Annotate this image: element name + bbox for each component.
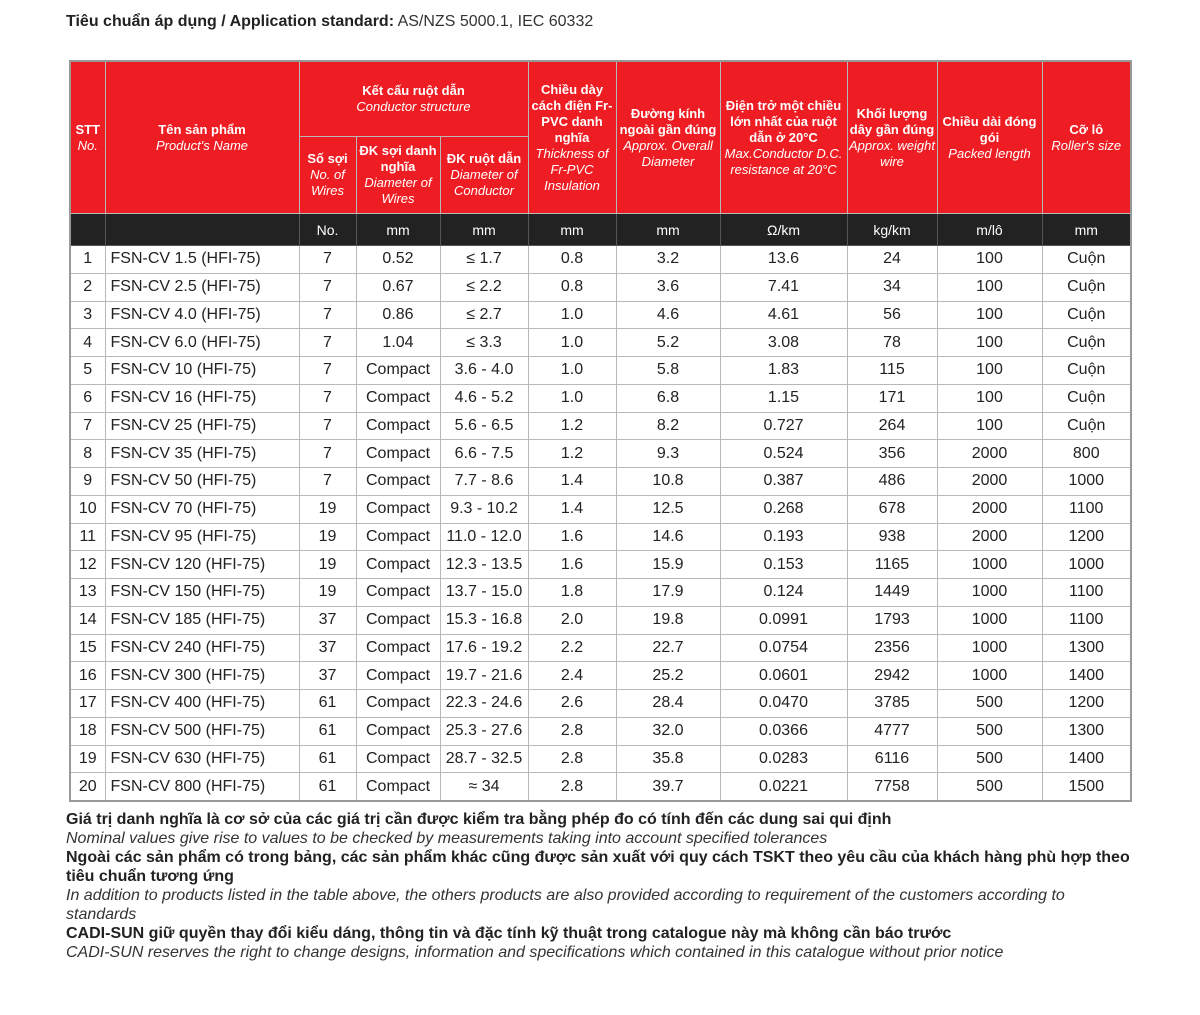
table-row	[70, 246, 1131, 274]
table-cell: Compact	[356, 773, 440, 801]
table-cell: 0.0283	[720, 745, 847, 773]
header-stt: STT No.	[70, 61, 105, 214]
unit-cell: mm	[356, 214, 440, 246]
table-cell: 171	[847, 384, 937, 412]
table-cell: 7	[299, 329, 356, 357]
table-cell: 1100	[1042, 606, 1131, 634]
table-cell: 678	[847, 495, 937, 523]
table-cell: 1.4	[528, 495, 616, 523]
table-cell: 1.0	[528, 357, 616, 385]
table-cell: Compact	[356, 662, 440, 690]
table-cell: 500	[937, 773, 1042, 801]
table-cell: 0.0221	[720, 773, 847, 801]
table-cell: 1793	[847, 606, 937, 634]
table-cell: 13.6	[720, 246, 847, 274]
note-en: In addition to products listed in the table above, the others products are also provided according to requirement of the customers according to standards	[66, 887, 1065, 923]
table-cell: 1.04	[356, 329, 440, 357]
header-product-name: Tên sản phẩm Product's Name	[105, 61, 299, 214]
table-cell: 100	[937, 273, 1042, 301]
table-cell: 0.153	[720, 551, 847, 579]
table-cell: ≤ 2.2	[440, 273, 528, 301]
table-cell: 61	[299, 717, 356, 745]
table-cell: 1000	[937, 662, 1042, 690]
table-cell: 22.7	[616, 634, 720, 662]
table-row	[70, 468, 1131, 496]
table-cell: Cuộn	[1042, 273, 1131, 301]
product-name-cell: FSN-CV 70 (HFI-75)	[105, 495, 299, 523]
table-cell: 17.6 - 19.2	[440, 634, 528, 662]
table-cell: 0.0470	[720, 690, 847, 718]
table-cell: Cuộn	[1042, 412, 1131, 440]
table-cell: 2000	[937, 440, 1042, 468]
table-cell: 19	[299, 551, 356, 579]
table-cell: 24	[847, 246, 937, 274]
table-cell: 39.7	[616, 773, 720, 801]
table-cell: 1300	[1042, 717, 1131, 745]
table-cell: Compact	[356, 745, 440, 773]
table-cell: 2.8	[528, 717, 616, 745]
table-cell: 100	[937, 301, 1042, 329]
table-cell: Compact	[356, 634, 440, 662]
table-cell: 25.2	[616, 662, 720, 690]
table-cell: 4.61	[720, 301, 847, 329]
table-row	[70, 273, 1131, 301]
table-cell: 1	[70, 246, 105, 274]
table-cell: 1.2	[528, 440, 616, 468]
table-cell: 35.8	[616, 745, 720, 773]
header-dc-resistance: Điện trở một chiều lớn nhất của ruột dẫn ở 20°C Max.Conductor D.C. resistance at 20°C	[720, 61, 847, 214]
table-cell: 37	[299, 606, 356, 634]
product-name-cell: FSN-CV 300 (HFI-75)	[105, 662, 299, 690]
table-cell: 17	[70, 690, 105, 718]
table-cell: 12	[70, 551, 105, 579]
table-cell: 0.86	[356, 301, 440, 329]
product-name-cell: FSN-CV 95 (HFI-75)	[105, 523, 299, 551]
table-cell: 1.2	[528, 412, 616, 440]
table-cell: 11	[70, 523, 105, 551]
table-cell: 12.3 - 13.5	[440, 551, 528, 579]
table-cell: Compact	[356, 523, 440, 551]
table-cell: 3785	[847, 690, 937, 718]
unit-cell: mm	[1042, 214, 1131, 246]
table-cell: 1300	[1042, 634, 1131, 662]
table-row	[70, 384, 1131, 412]
table-cell: 2.8	[528, 745, 616, 773]
product-name-cell: FSN-CV 120 (HFI-75)	[105, 551, 299, 579]
table-cell: 9	[70, 468, 105, 496]
footnotes	[66, 810, 1136, 962]
table-cell: 1500	[1042, 773, 1131, 801]
table-cell: 2.6	[528, 690, 616, 718]
table-cell: 0.0991	[720, 606, 847, 634]
table-cell: Compact	[356, 717, 440, 745]
table-cell: 1000	[937, 579, 1042, 607]
table-cell: 9.3	[616, 440, 720, 468]
table-cell: 0.0366	[720, 717, 847, 745]
table-cell: 7	[299, 357, 356, 385]
table-cell: 15.3 - 16.8	[440, 606, 528, 634]
table-cell: 6.8	[616, 384, 720, 412]
table-cell: 3.2	[616, 246, 720, 274]
table-cell: 2.0	[528, 606, 616, 634]
table-row	[70, 690, 1131, 718]
table-cell: Compact	[356, 357, 440, 385]
table-cell: 0.268	[720, 495, 847, 523]
table-cell: Compact	[356, 495, 440, 523]
table-cell: ≤ 3.3	[440, 329, 528, 357]
product-name-cell: FSN-CV 25 (HFI-75)	[105, 412, 299, 440]
table-cell: 0.0601	[720, 662, 847, 690]
product-name-cell: FSN-CV 1.5 (HFI-75)	[105, 246, 299, 274]
table-cell: 2	[70, 273, 105, 301]
table-cell: 0.727	[720, 412, 847, 440]
table-cell: 20	[70, 773, 105, 801]
table-cell: Compact	[356, 384, 440, 412]
table-cell: 1000	[937, 634, 1042, 662]
table-cell: 1100	[1042, 495, 1131, 523]
note-vi: Giá trị danh nghĩa là cơ sở của các giá trị cần được kiểm tra bằng phép đo có tính đến các dung sai qui định	[66, 811, 892, 828]
table-cell: 13.7 - 15.0	[440, 579, 528, 607]
product-name-cell: FSN-CV 630 (HFI-75)	[105, 745, 299, 773]
table-row	[70, 745, 1131, 773]
table-cell: Compact	[356, 606, 440, 634]
table-cell: 100	[937, 384, 1042, 412]
table-row	[70, 357, 1131, 385]
table-cell: 100	[937, 357, 1042, 385]
table-row	[70, 440, 1131, 468]
unit-cell: mm	[616, 214, 720, 246]
table-cell: 1.6	[528, 523, 616, 551]
table-cell: Cuộn	[1042, 246, 1131, 274]
table-cell: 7.7 - 8.6	[440, 468, 528, 496]
product-name-cell: FSN-CV 185 (HFI-75)	[105, 606, 299, 634]
table-cell: 0.67	[356, 273, 440, 301]
table-cell: 5.6 - 6.5	[440, 412, 528, 440]
table-row	[70, 717, 1131, 745]
table-cell: Cuộn	[1042, 301, 1131, 329]
table-cell: 32.0	[616, 717, 720, 745]
product-name-cell: FSN-CV 150 (HFI-75)	[105, 579, 299, 607]
table-cell: 500	[937, 690, 1042, 718]
table-cell: 356	[847, 440, 937, 468]
table-cell: 500	[937, 717, 1042, 745]
table-cell: Cuộn	[1042, 384, 1131, 412]
table-cell: 11.0 - 12.0	[440, 523, 528, 551]
table-cell: 1.8	[528, 579, 616, 607]
table-cell: 2942	[847, 662, 937, 690]
product-name-cell: FSN-CV 10 (HFI-75)	[105, 357, 299, 385]
table-cell: 61	[299, 745, 356, 773]
table-cell: 10	[70, 495, 105, 523]
table-cell: Compact	[356, 690, 440, 718]
product-name-cell: FSN-CV 16 (HFI-75)	[105, 384, 299, 412]
unit-cell: No.	[299, 214, 356, 246]
product-name-cell: FSN-CV 35 (HFI-75)	[105, 440, 299, 468]
product-name-cell: FSN-CV 4.0 (HFI-75)	[105, 301, 299, 329]
table-cell: 9.3 - 10.2	[440, 495, 528, 523]
table-cell: 1200	[1042, 690, 1131, 718]
table-row	[70, 301, 1131, 329]
table-cell: 4.6	[616, 301, 720, 329]
table-cell: 12.5	[616, 495, 720, 523]
table-body	[70, 246, 1131, 802]
table-cell: 7758	[847, 773, 937, 801]
table-cell: 1000	[937, 551, 1042, 579]
table-cell: 2.8	[528, 773, 616, 801]
table-cell: 2.2	[528, 634, 616, 662]
table-cell: 7	[299, 301, 356, 329]
table-cell: 10.8	[616, 468, 720, 496]
table-cell: 15.9	[616, 551, 720, 579]
header-insulation-thickness: Chiều dày cách điện Fr-PVC danh nghĩa Thickness of Fr-PVC Insulation	[528, 61, 616, 214]
standard-label: Tiêu chuẩn áp dụng / Application standard:	[66, 13, 395, 30]
table-cell: 5	[70, 357, 105, 385]
table-cell: Compact	[356, 551, 440, 579]
table-cell: 115	[847, 357, 937, 385]
table-cell: 1400	[1042, 745, 1131, 773]
table-cell: 19.7 - 21.6	[440, 662, 528, 690]
table-cell: 2.4	[528, 662, 616, 690]
table-cell: 19	[299, 579, 356, 607]
table-cell: 2000	[937, 468, 1042, 496]
table-cell: 16	[70, 662, 105, 690]
table-cell: 7	[299, 440, 356, 468]
table-cell: 1.0	[528, 329, 616, 357]
table-cell: Compact	[356, 579, 440, 607]
table-cell: 1000	[1042, 468, 1131, 496]
table-cell: 1200	[1042, 523, 1131, 551]
table-cell: 19	[299, 523, 356, 551]
table-cell: 1000	[937, 606, 1042, 634]
table-cell: 6.6 - 7.5	[440, 440, 528, 468]
table-row	[70, 634, 1131, 662]
table-row	[70, 523, 1131, 551]
unit-cell: Ω/km	[720, 214, 847, 246]
table-cell: 7	[299, 384, 356, 412]
note-en: CADI-SUN reserves the right to change designs, information and specifications which contained in this catalogue without prior notice	[66, 944, 1004, 961]
table-cell: 8	[70, 440, 105, 468]
product-name-cell: FSN-CV 400 (HFI-75)	[105, 690, 299, 718]
table-cell: 4	[70, 329, 105, 357]
header-packed-length: Chiều dài đóng gói Packed length	[937, 61, 1042, 214]
table-cell: 5.2	[616, 329, 720, 357]
table-cell: 7	[299, 468, 356, 496]
table-cell: 0.8	[528, 246, 616, 274]
table-cell: 100	[937, 246, 1042, 274]
table-row	[70, 551, 1131, 579]
product-name-cell: FSN-CV 240 (HFI-75)	[105, 634, 299, 662]
specification-table	[69, 60, 1132, 802]
table-cell: Cuộn	[1042, 357, 1131, 385]
table-cell: 500	[937, 745, 1042, 773]
table-cell: 25.3 - 27.6	[440, 717, 528, 745]
table-cell: 2000	[937, 523, 1042, 551]
table-cell: 61	[299, 690, 356, 718]
table-cell: 78	[847, 329, 937, 357]
table-cell: 1.83	[720, 357, 847, 385]
unit-cell: kg/km	[847, 214, 937, 246]
table-row	[70, 773, 1131, 801]
table-cell: 4777	[847, 717, 937, 745]
table-cell: 1.0	[528, 384, 616, 412]
table-cell: 100	[937, 329, 1042, 357]
table-cell: 0.524	[720, 440, 847, 468]
table-cell: 28.7 - 32.5	[440, 745, 528, 773]
table-cell: 0.387	[720, 468, 847, 496]
units-row	[70, 214, 1131, 246]
table-cell: 4.6 - 5.2	[440, 384, 528, 412]
table-cell: 7	[70, 412, 105, 440]
table-cell: 14.6	[616, 523, 720, 551]
header-overall-diameter: Đường kính ngoài gần đúng Approx. Overall Diameter	[616, 61, 720, 214]
table-cell: 0.52	[356, 246, 440, 274]
table-cell: 100	[937, 412, 1042, 440]
table-cell: 8.2	[616, 412, 720, 440]
table-cell: 800	[1042, 440, 1131, 468]
table-cell: 28.4	[616, 690, 720, 718]
table-cell: 0.124	[720, 579, 847, 607]
unit-cell: m/lô	[937, 214, 1042, 246]
table-cell: Compact	[356, 468, 440, 496]
table-cell: 19	[70, 745, 105, 773]
table-cell: 2000	[937, 495, 1042, 523]
note-en: Nominal values give rise to values to be checked by measurements taking into account specified tolerances	[66, 830, 828, 847]
table-cell: 0.0754	[720, 634, 847, 662]
table-cell: Cuộn	[1042, 329, 1131, 357]
header-weight: Khối lượng dây gần đúng Approx. weight wire	[847, 61, 937, 214]
table-cell: 15	[70, 634, 105, 662]
application-standard	[66, 13, 593, 31]
table-cell: 938	[847, 523, 937, 551]
header-conductor-structure: Kết cấu ruột dẫn Conductor structure	[299, 61, 528, 137]
table-cell: 6116	[847, 745, 937, 773]
product-name-cell: FSN-CV 2.5 (HFI-75)	[105, 273, 299, 301]
table-cell: 61	[299, 773, 356, 801]
table-cell: 34	[847, 273, 937, 301]
table-cell: 5.8	[616, 357, 720, 385]
note-vi: Ngoài các sản phẩm có trong bảng, các sản phẩm khác cũng được sản xuất với quy cách TSKT theo yêu cầu của khách hàng phù hợp theo tiêu chuẩn tương ứng	[66, 849, 1130, 885]
table-cell: ≤ 2.7	[440, 301, 528, 329]
table-cell: 7.41	[720, 273, 847, 301]
table-cell: 1400	[1042, 662, 1131, 690]
table-cell: 1.6	[528, 551, 616, 579]
standard-value: AS/NZS 5000.1, IEC 60332	[394, 13, 594, 30]
table-cell: 56	[847, 301, 937, 329]
table-cell: 13	[70, 579, 105, 607]
table-cell: 37	[299, 662, 356, 690]
table-cell: 3.6	[616, 273, 720, 301]
table-cell: 6	[70, 384, 105, 412]
product-name-cell: FSN-CV 500 (HFI-75)	[105, 717, 299, 745]
table-cell: 7	[299, 246, 356, 274]
table-cell: ≤ 1.7	[440, 246, 528, 274]
unit-cell	[70, 214, 105, 246]
product-name-cell: FSN-CV 800 (HFI-75)	[105, 773, 299, 801]
table-cell: 3.08	[720, 329, 847, 357]
table-cell: 22.3 - 24.6	[440, 690, 528, 718]
unit-cell: mm	[440, 214, 528, 246]
table-cell: 14	[70, 606, 105, 634]
table-cell: 17.9	[616, 579, 720, 607]
table-cell: 0.8	[528, 273, 616, 301]
table-cell: Compact	[356, 440, 440, 468]
note-vi: CADI-SUN giữ quyền thay đổi kiểu dáng, thông tin và đặc tính kỹ thuật trong catalogue này mà không cần báo trước	[66, 925, 952, 942]
table-row	[70, 412, 1131, 440]
table-cell: 1000	[1042, 551, 1131, 579]
header-roller-size: Cỡ lô Roller's size	[1042, 61, 1131, 214]
table-cell: 1.0	[528, 301, 616, 329]
unit-cell	[105, 214, 299, 246]
table-cell: 7	[299, 412, 356, 440]
table-cell: 1165	[847, 551, 937, 579]
table-cell: 2356	[847, 634, 937, 662]
table-cell: ≈ 34	[440, 773, 528, 801]
table-cell: 1.15	[720, 384, 847, 412]
table-row	[70, 329, 1131, 357]
header-wire-diameter: ĐK sợi danh nghĩa Diameter of Wires	[356, 137, 440, 214]
table-cell: 19	[299, 495, 356, 523]
table-cell: 264	[847, 412, 937, 440]
header-conductor-diameter: ĐK ruột dẫn Diameter of Conductor	[440, 137, 528, 214]
table-cell: 19.8	[616, 606, 720, 634]
table-row	[70, 662, 1131, 690]
table-cell: 1.4	[528, 468, 616, 496]
table-cell: 486	[847, 468, 937, 496]
table-cell: 3.6 - 4.0	[440, 357, 528, 385]
table-cell: 37	[299, 634, 356, 662]
table-row	[70, 606, 1131, 634]
table-cell: 1100	[1042, 579, 1131, 607]
header-no-of-wires: Số sợi No. of Wires	[299, 137, 356, 214]
product-name-cell: FSN-CV 6.0 (HFI-75)	[105, 329, 299, 357]
table-cell: 3	[70, 301, 105, 329]
table-cell: 0.193	[720, 523, 847, 551]
table-cell: Compact	[356, 412, 440, 440]
table-row	[70, 579, 1131, 607]
table-cell: 7	[299, 273, 356, 301]
table-cell: 1449	[847, 579, 937, 607]
table-cell: 18	[70, 717, 105, 745]
table-row	[70, 495, 1131, 523]
product-name-cell: FSN-CV 50 (HFI-75)	[105, 468, 299, 496]
unit-cell: mm	[528, 214, 616, 246]
